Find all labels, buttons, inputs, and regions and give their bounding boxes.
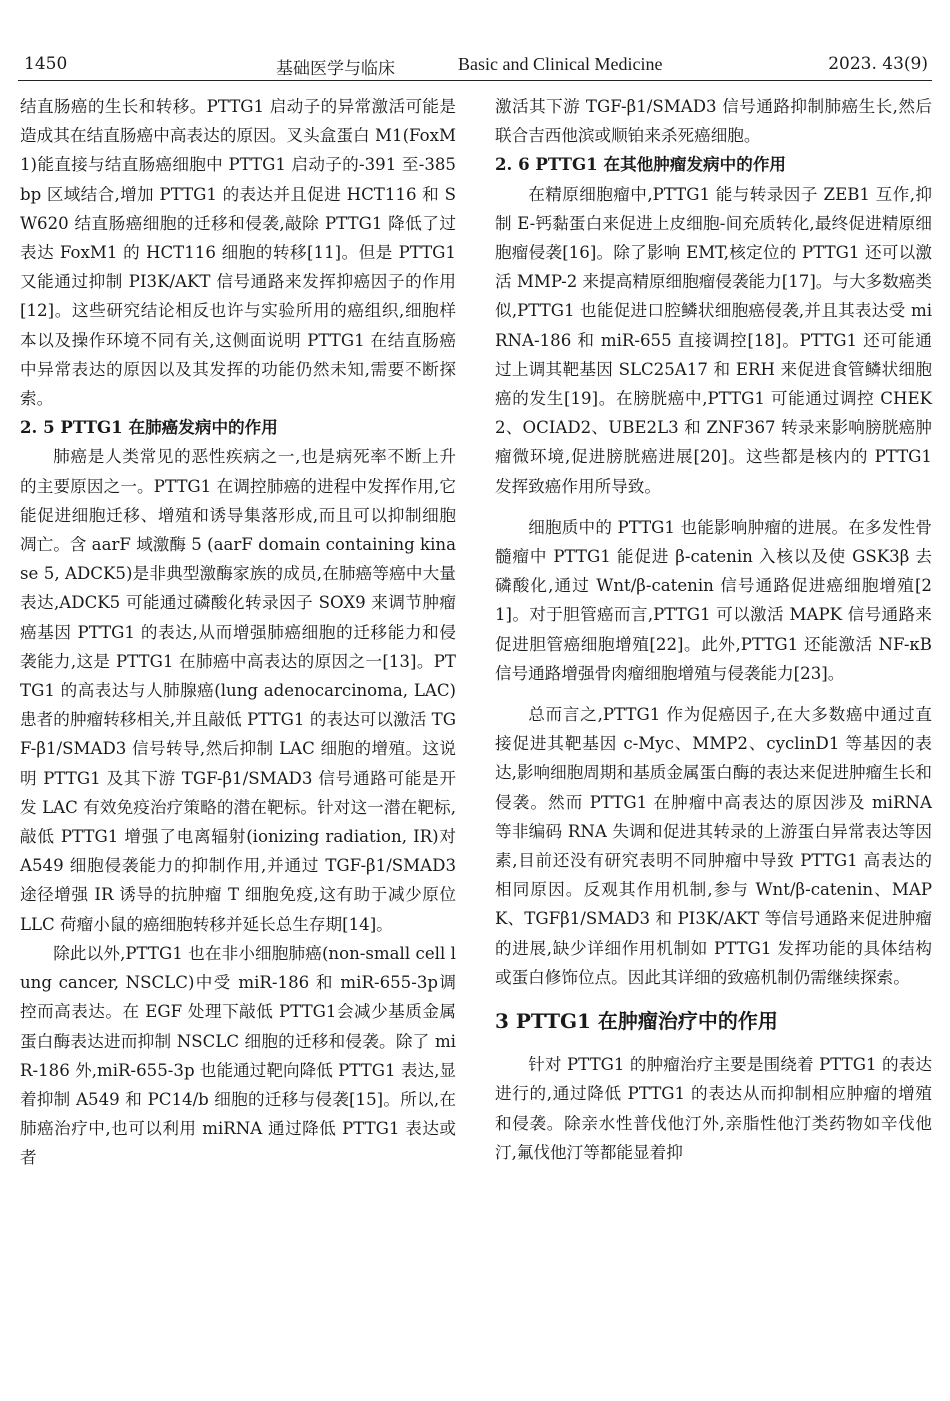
header-rule <box>18 80 932 81</box>
issue-info: 2023. 43(9) <box>828 54 928 74</box>
paragraph-other-tumors-cytoplasm: 细胞质中的 PTTG1 也能影响肿瘤的进展。在多发性骨髓瘤中 PTTG1 能促进 β-catenin 入核以及使 GSK3β 去磷酸化,通过 Wnt/β-catenin 信号通路促进癌细胞增殖[21]。对于胆管癌而言,PTTG1 可以激活 MAPK 信号通路来促进胆管癌细胞增殖[22]。此外,PTTG1 还能激活 NF-κB 信号通路增强骨肉瘤细胞增殖与侵袭能力[23]。 <box>495 517 932 683</box>
paragraph-summary: 总而言之,PTTG1 作为促癌因子,在大多数癌中通过直接促进其靶基因 c-Myc、MMP2、cyclinD1 等基因的表达,影响细胞周期和基质金属蛋白酶的表达来促进肿瘤生长和侵袭。然而 PTTG1 在肿瘤中高表达的原因涉及 miRNA 等非编码 RNA 失调和促进其转录的上游蛋白异常表达等因素,目前还没有研究表明不同肿瘤中导致 PTTG1 高表达的相同原因。反观其作用机制,参与 Wnt/β-catenin、MAPK、TGFβ1/SMAD3 和 PI3K/AKT 等信号通路来促进肿瘤的进展,缺少详细作用机制如 PTTG1 发挥功能的具体结构或蛋白修饰位点。因此其详细的致癌机制仍需继续探索。 <box>495 705 932 987</box>
paragraph-lung-continued: 激活其下游 TGF-β1/SMAD3 信号通路抑制肺癌生长,然后联合吉西他滨或顺铂来杀死癌细胞。 <box>495 97 932 146</box>
paragraph-other-tumors-nuclear: 在精原细胞瘤中,PTTG1 能与转录因子 ZEB1 互作,抑制 E-钙黏蛋白来促进上皮细胞-间充质转化,最终促进精原细胞瘤侵袭[16]。除了影响 EMT,核定位的 PTTG1 还可以激活 MMP-2 来提高精原细胞瘤侵袭能力[17]。与大多数癌类似,PTTG1 也能促进口腔鳞状细胞癌侵袭,并且其表达受 miRNA-186 和 miR-655 直接调控[18]。PTTG1 还可能通过上调其靶基因 SLC25A17 和 ERH 来促进食管鳞状细胞癌的发生[19]。在膀胱癌中,PTTG1 可能通过调控 CHEK2、OCIAD2、UBE2L3 和 ZNF367 转录来影响膀胱癌肿瘤微环境,促进膀胱癌进展[20]。这些都是核内的 PTTG1 发挥致癌作用所导致。 <box>495 184 932 496</box>
journal-title-en: Basic and Clinical Medicine <box>458 54 663 74</box>
paragraph-colorectal-continued: 结直肠癌的生长和转移。PTTG1 启动子的异常激活可能是造成其在结直肠癌中高表达的原因。叉头盒蛋白 M1(FoxM1)能直接与结直肠癌细胞中 PTTG1 启动子的-391 至-385 bp 区域结合,增加 PTTG1 的表达并且促进 HCT116 和 SW620 结直肠癌细胞的迁移和侵袭,敲除 PTTG1 降低了过表达 FoxM1 的 HCT116 细胞的转移[11]。但是 PTTG1 又能通过抑制 PI3K/AKT 信号通路来发挥抑癌因子的作用[12]。这些研究结论相反也许与实验所用的癌组织,细胞样本以及操作环境不同有关,这侧面说明 PTTG1 在结直肠癌中异常表达的原因以及其发挥的功能仍然未知,需要不断探索。 <box>20 97 456 409</box>
paragraph-gap <box>495 688 932 700</box>
running-header <box>0 0 950 82</box>
left-column <box>20 92 456 1173</box>
right-column <box>495 92 932 1167</box>
paragraph-gap <box>495 501 932 513</box>
paragraph-nsclc: 除此以外,PTTG1 也在非小细胞肺癌(non-small cell lung cancer, NSCLC)中受 miR-186 和 miR-655-3p调控而高表达。在 EGF 处理下敲低 PTTG1会减少基质金属蛋白酶表达进而抑制 NSCLC 细胞的迁移和侵袭。除了 miR-186 外,miR-655-3p 也能通过靶向降低 PTTG1 表达,显着抑制 A549 和 PC14/b 细胞的迁移与侵袭[15]。所以,在肺癌治疗中,也可以利用 miRNA 通过降低 PTTG1 表达或者 <box>20 943 456 1168</box>
section-heading-2-5: 2. 5 PTTG1 在肺癌发病中的作用 <box>20 417 278 438</box>
journal-title-cn: 基础医学与临床 <box>276 59 395 79</box>
paragraph-lung-cancer: 肺癌是人类常见的恶性疾病之一,也是病死率不断上升的主要原因之一。PTTG1 在调控肺癌的进程中发挥作用,它能促进细胞迁移、增殖和诱导集落形成,而且可以抑制细胞凋亡。含 aarF 域激酶 5 (aarF domain containing kinase 5, ADCK5)是非典型激酶家族的成员,在肺癌等癌中大量表达,ADCK5 可能通过磷酸化转录因子 SOX9 来调节肿瘤癌基因 PTTG1 的表达,从而增强肺癌细胞的迁移能力和侵袭能力,这是 PTTG1 在肺癌中高表达的原因之一[13]。PTTG1 的高表达与人肺腺癌(lung adenocarcinoma, LAC)患者的肿瘤转移相关,并且敲低 PTTG1 的表达可以激活 TGF-β1/SMAD3 信号转导,然后抑制 LAC 细胞的增殖。这说明 PTTG1 及其下游 TGF-β1/SMAD3 信号通路可能是开发 LAC 有效免疫治疗策略的潜在靶标。针对这一潜在靶标,敲低 PTTG1 增强了电离辐射(ionizing radiation, IR)对 A549 细胞侵袭能力的抑制作用,并通过 TGF-β1/SMAD3 途径增强 IR 诱导的抗肿瘤 T 细胞免疫,这有助于减少原位 LLC 荷瘤小鼠的癌细胞转移并延长总生存期[14]。 <box>20 447 456 934</box>
paragraph-therapy: 针对 PTTG1 的肿瘤治疗主要是围绕着 PTTG1 的表达进行的,通过降低 PTTG1 的表达从而抑制相应肿瘤的增殖和侵袭。除亲水性普伐他汀外,亲脂性他汀类药物如辛伐他汀,氟伐他汀等都能显着抑 <box>495 1055 932 1162</box>
section-heading-2-6: 2. 6 PTTG1 在其他肿瘤发病中的作用 <box>495 154 787 175</box>
page-number: 1450 <box>24 54 68 74</box>
section-heading-3: 3 PTTG1 在肿瘤治疗中的作用 <box>495 1009 778 1034</box>
